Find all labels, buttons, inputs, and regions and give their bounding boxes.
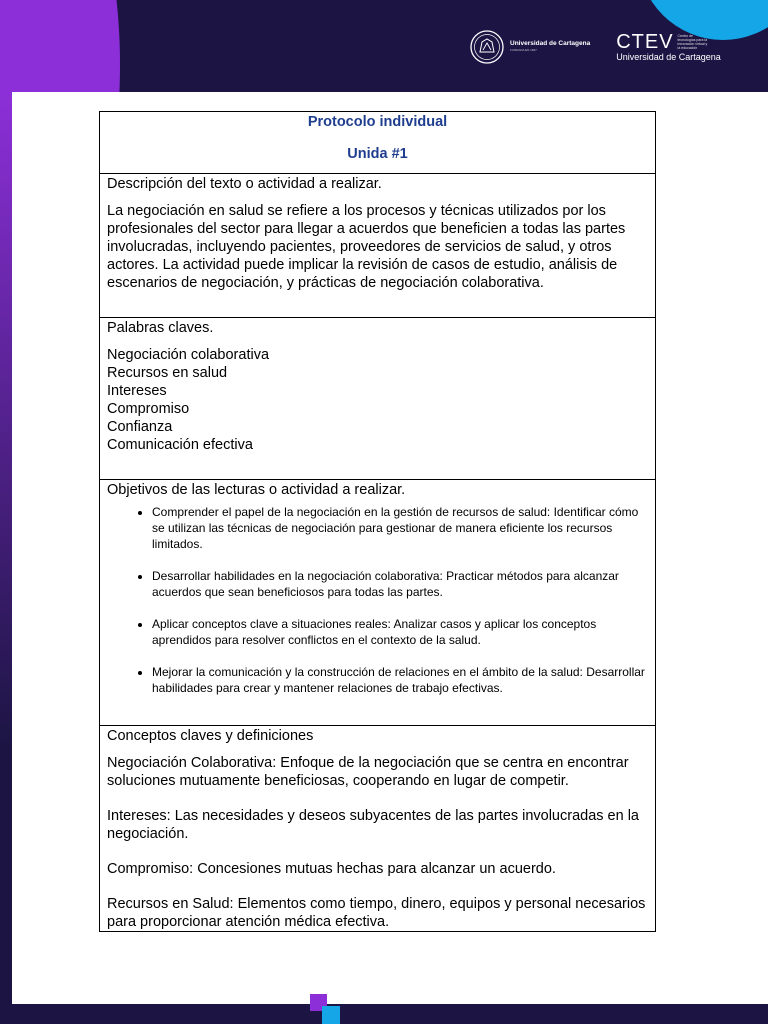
objective-item: • Desarrollar habilidades en la negociación colaborativa: Practicar métodos para alcanzar acuerdos que sean beneficiosos para todas las partes. [152,568,648,600]
protocol-table [99,111,656,932]
university-seal-icon [470,30,504,64]
concept-definition: Compromiso: Concesiones mutuas hechas para alcanzar un acuerdo. [107,861,556,877]
ctev-logo [616,32,721,63]
logo-left-text: Universidad de Cartagena [510,40,591,47]
decorative-cyan-square [322,1006,340,1024]
footer-bar [0,1004,768,1024]
concept-definition: Intereses: Las necesidades y deseos subyacentes de las partes involucradas en la negociación. [107,808,639,842]
keyword-item: Compromiso [107,401,190,417]
ctev-wordmark: CTEV [616,30,674,53]
objective-item: • Aplicar conceptos clave a situaciones reales: Analizar casos y aplicar los conceptos aprendidos para resolver conflictos en el contexto de la salud. [152,616,648,648]
keyword-list [107,346,648,454]
logo-left-tagline: FUNDADA EN 1827 [510,48,537,52]
description-section [100,174,656,318]
concept-definition: Negociación Colaborativa: Enfoque de la negociación que se centra en encontrar soluciones mutuamente beneficiosas, cooperando en lugar de competir. [107,755,629,789]
page-header [0,0,768,92]
header-logos [470,30,721,64]
keyword-item: Confianza [107,419,173,435]
ctev-university-name: Universidad de Cartagena [616,51,721,62]
keyword-item: Intereses [107,383,167,399]
keyword-item: Negociación colaborativa [107,347,270,363]
title-cell [100,112,656,174]
section-title: Objetivos de las lecturas o actividad a realizar. [107,482,406,498]
concepts-section [100,726,656,932]
document-page [12,92,768,1004]
ctev-tagline: Centro de tecnologías para la innovación virtual y la educación [677,33,708,50]
objective-item: • Mejorar la comunicación y la construcción de relaciones en el ámbito de la salud: Desarrollar habilidades para crear y mantener relaciones de trabajo efectivas. [152,664,648,696]
keyword-item: Recursos en salud [107,365,228,381]
universidad-de-cartagena-logo [470,30,590,64]
concept-definition: Recursos en Salud: Elementos como tiempo, dinero, equipos y personal necesarios para proporcionar atención médica efectiva. [107,896,646,930]
section-title: Descripción del texto o actividad a realizar. [107,176,382,192]
section-title: Conceptos claves y definiciones [107,728,314,744]
section-title: Palabras claves. [107,320,214,336]
document-title: Protocolo individual [307,114,448,130]
decorative-purple-shape [0,0,120,92]
document-subtitle: Unida #1 [347,146,408,162]
left-decorative-strip [0,92,12,1024]
objective-item: • Comprender el papel de la negociación en la gestión de recursos de salud: Identificar cómo se utilizan las técnicas de negociación para gestionar de manera eficiente los recursos limitados. [152,504,648,552]
keywords-section [100,318,656,480]
keyword-item: Comunicación efectiva [107,437,253,453]
objectives-list [107,504,648,696]
objectives-section [100,480,656,726]
description-text: La negociación en salud se refiere a los procesos y técnicas utilizados por los profesionales del sector para llegar a acuerdos que beneficien a todas las partes involucradas, incluyendo pacientes, proveedores de servicios de salud, y otros actores. La actividad puede implicar la revisión de casos de estudio, análisis de escenarios de negociación, y prácticas de negociación colaborativa. [107,203,626,291]
